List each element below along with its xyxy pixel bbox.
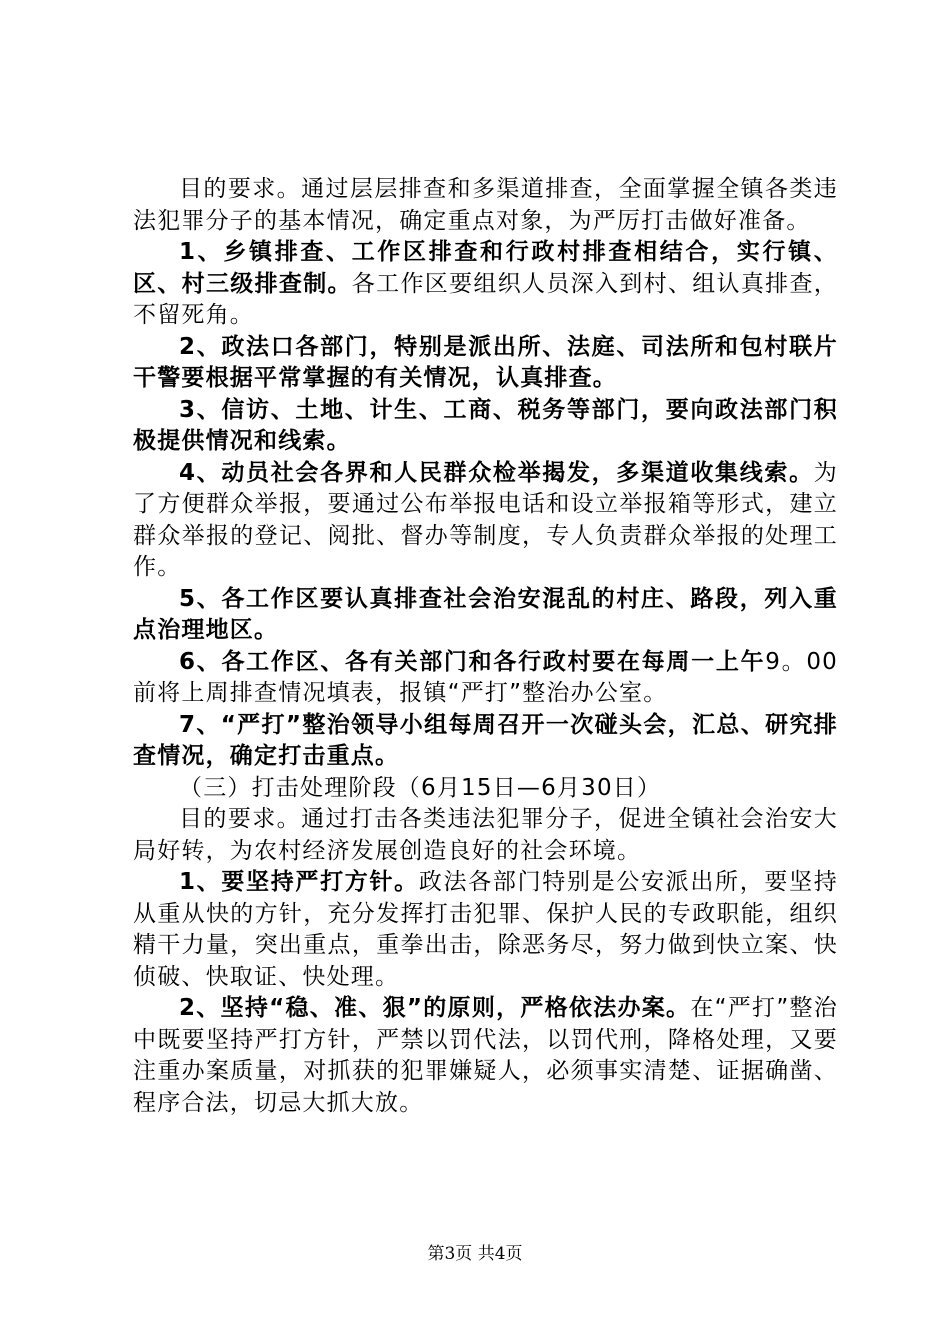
paragraph-strike-1: 1、要坚持严打方针。政法各部门特别是公安派出所，要坚持从重从快的方针，充分发挥打击犯罪、保护人民的专政职能，组织精干力量，突出重点，重拳出击，除恶务尽，努力做到快立案、快侦破、快取证、快处理。: [133, 869, 838, 990]
section-heading: （三）打击处理阶段（6月15日—6月30日）: [179, 774, 662, 801]
page-number-footer: 第3页 共4页: [427, 1244, 523, 1264]
paragraph-item-4: 4、动员社会各界和人民群众检举揭发，多渠道收集线索。为了方便群众举报，要通过公布举报电话和设立举报箱等形式，建立群众举报的登记、阅批、督办等制度，专人负责群众举报的处理工作。: [133, 459, 838, 580]
paragraph-item-3: 3、信访、土地、计生、工商、税务等部门，要向政法部门积极提供情况和线索。: [133, 396, 838, 454]
paragraph-item-7: 7、“严打”整治领导小组每周召开一次碰头会，汇总、研究排查情况，确定打击重点。: [133, 711, 838, 769]
paragraph-purpose-1: 目的要求。通过层层排查和多渠道排查，全面掌握全镇各类违法犯罪分子的基本情况，确定重点对象，为严厉打击做好准备。: [133, 176, 838, 234]
paragraph-item-6: 6、各工作区、各有关部门和各行政村要在每周一上午9。00前将上周排查情况填表，报镇“严打”整治办公室。: [133, 648, 839, 706]
paragraph-purpose-2: 目的要求。通过打击各类违法犯罪分子，促进全镇社会治安大局好转，为农村经济发展创造良好的社会环境。: [133, 806, 838, 864]
paragraph-strike-2: 2、坚持“稳、准、狠”的原则，严格依法办案。在“严打”整治中既要坚持严打方针，严禁以罚代法，以罚代刑，降格处理，又要注重办案质量，对抓获的犯罪嫌疑人，必须事实清楚、证据确凿、程序合法，切忌大抓大放。: [133, 995, 838, 1116]
paragraph-item-2: 2、政法口各部门，特别是派出所、法庭、司法所和包村联片干警要根据平常掌握的有关情况，认真排查。: [133, 333, 838, 391]
document-body: [133, 174, 838, 1119]
paragraph-item-1: 1、乡镇排查、工作区排查和行政村排查相结合，实行镇、区、村三级排查制。各工作区要组织人员深入到村、组认真排查，不留死角。: [133, 239, 838, 328]
paragraph-item-5: 5、各工作区要认真排查社会治安混乱的村庄、路段，列入重点治理地区。: [133, 585, 838, 643]
